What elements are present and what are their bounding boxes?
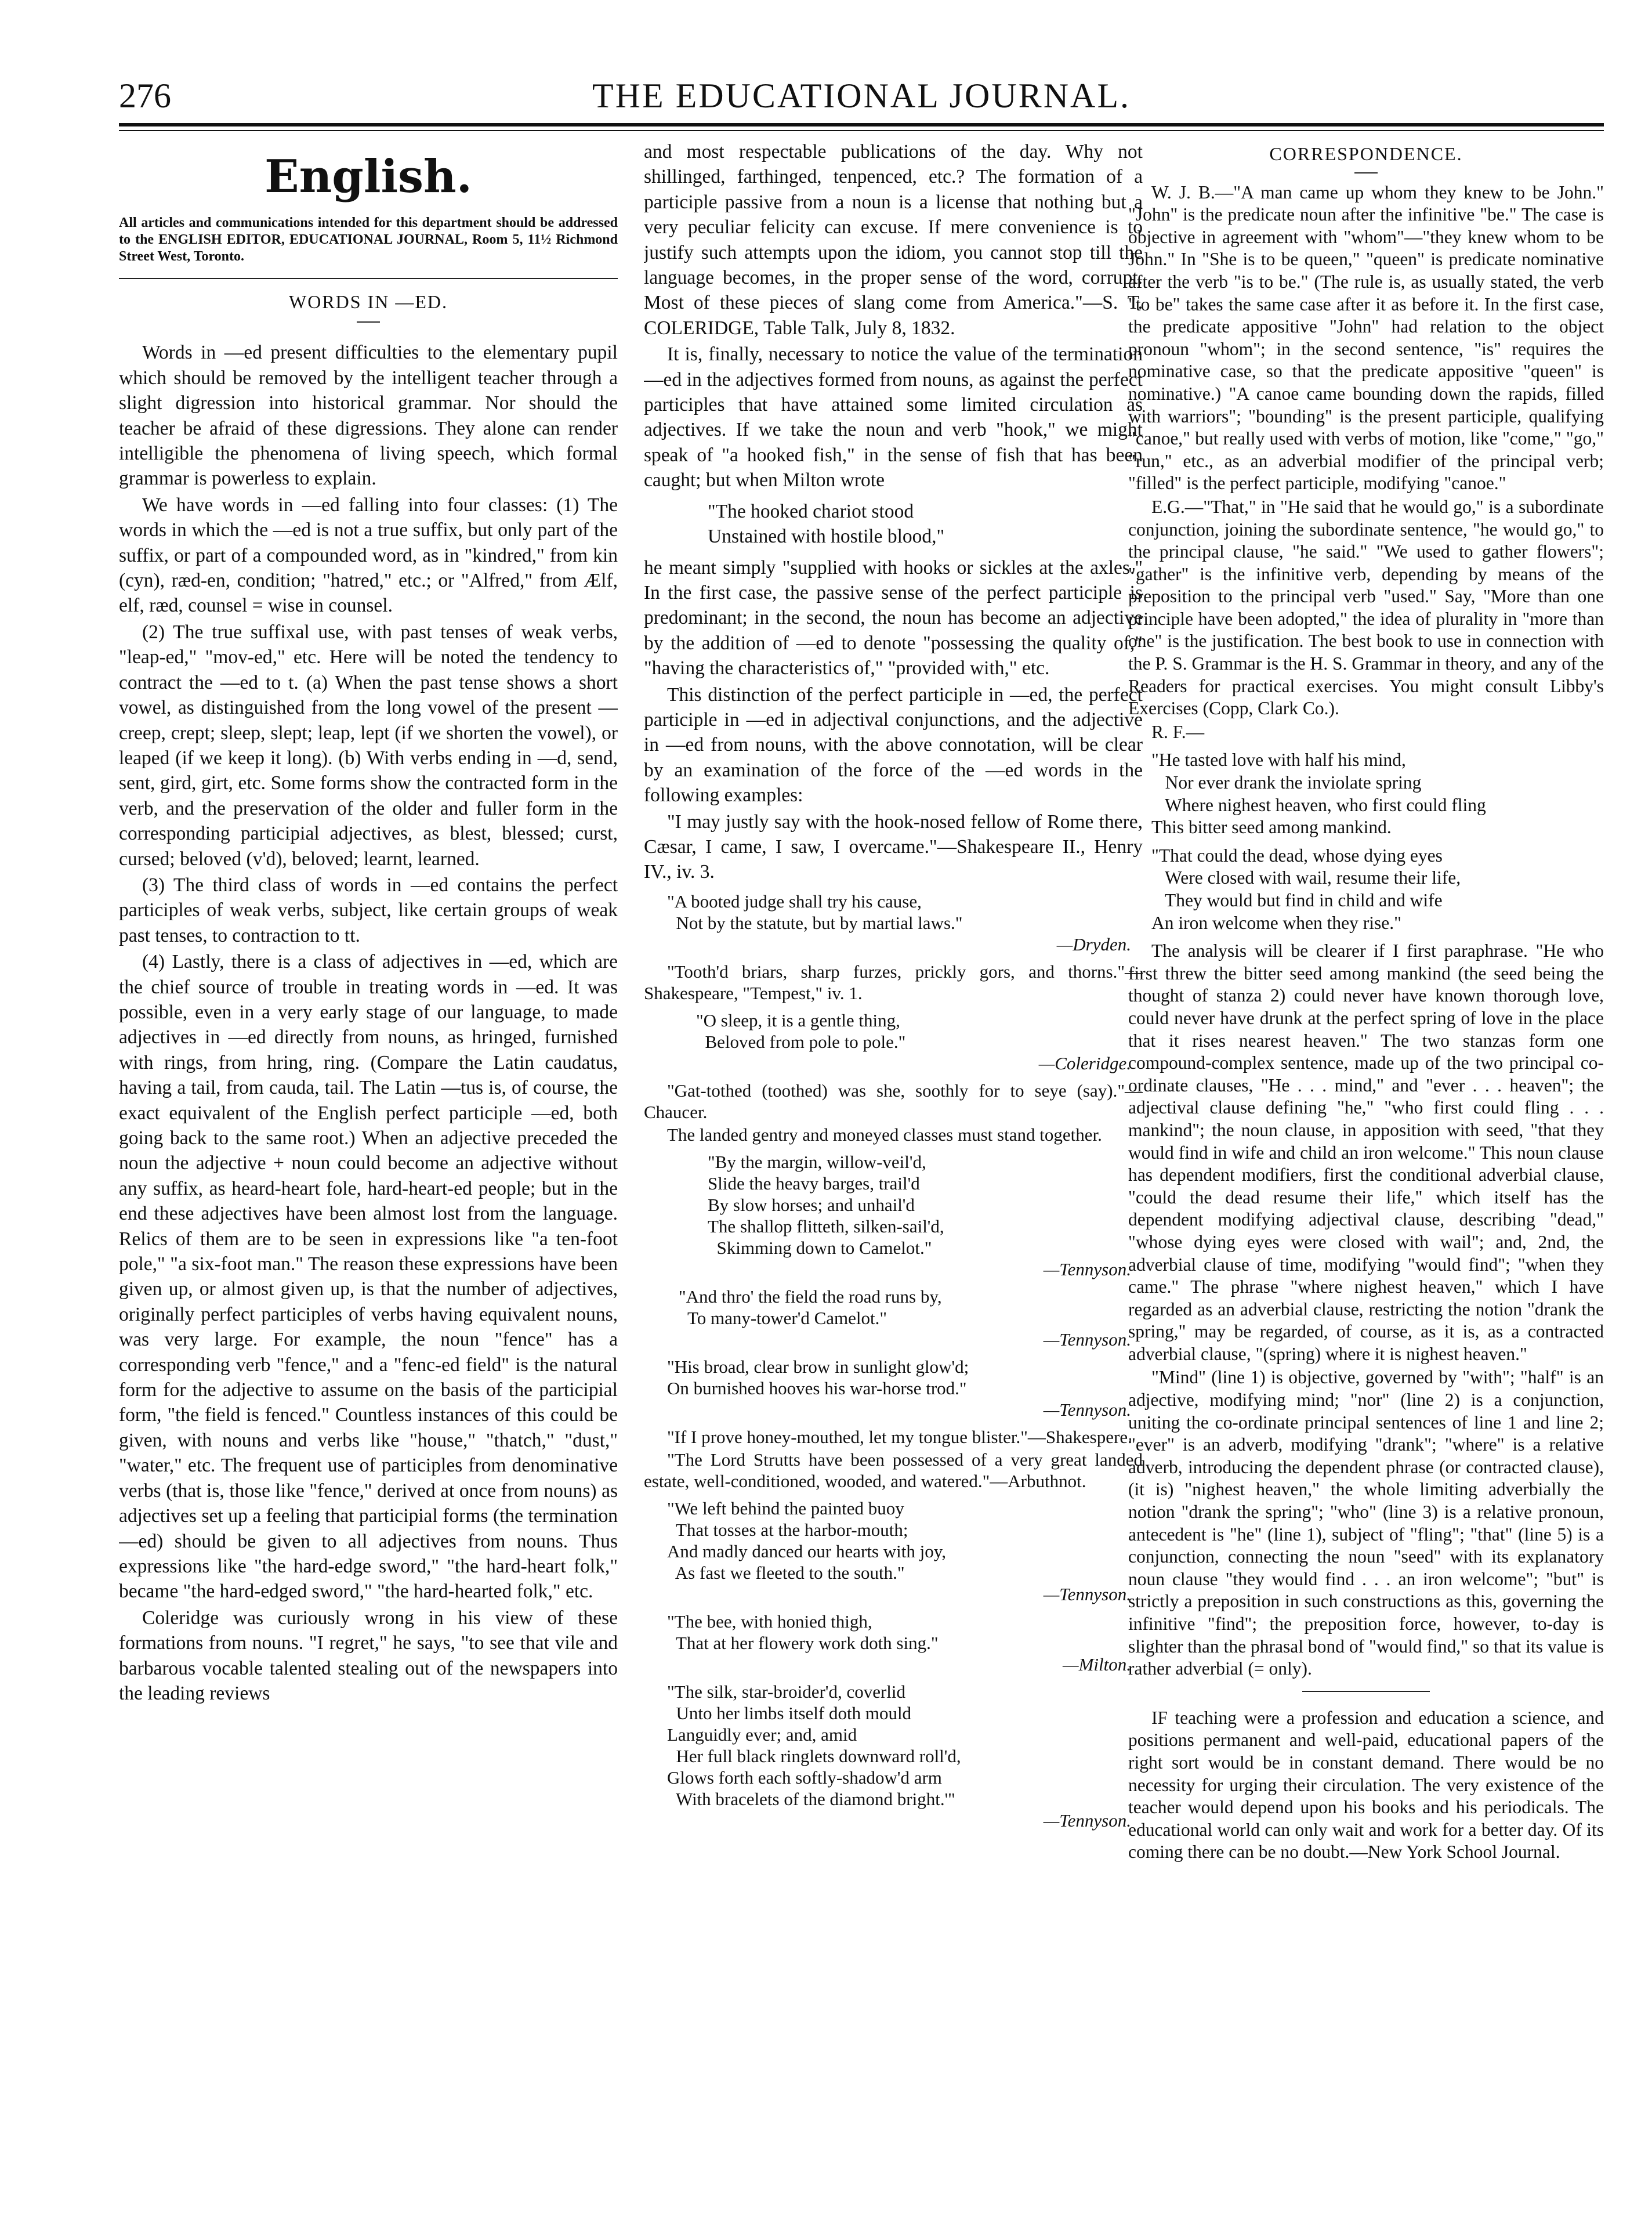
verse-line: Nor ever drank the inviolate spring [1151,772,1422,793]
paragraph: (2) The true suffixal use, with past tenses of weak verbs, "leap-ed," "mov-ed," etc. Here will be noted the tendency to contract the —ed to t. (a) When the past tense shows a short vowel, as distinguished from the long vowel of the present —creep, crept; sleep, slept; leap, lept (if we shorten the vowel), or leaped (if we keep it long). (b) With verbs ending in —d, send, sent, gird, girt, etc. Some forms show the contracted form in the verb, and the preservation of the older and fuller form in the corresponding participial adjectives, as blest, blessed; curst, cursed; beloved (v'd), beloved; learnt, learned. [119,621,618,870]
verse-line: On burnished hooves his war-horse trod." [667,1377,967,1398]
quotation: "The Lord Strutts have been possessed of a very great landed estate, well-conditioned, wooded, and watered."—Arbuthnot. [644,1449,1143,1491]
quotation: The landed gentry and moneyed classes must stand together. [667,1124,1102,1145]
header-rule-thin [119,130,1604,131]
verse-line: "By the margin, willow-veil'd, [708,1151,926,1172]
paragraph: E.G.—"That," in "He said that he would go," is a subordinate conjunction, joining the subordinate sentence, "he would go," to the principal clause, "he said." "We used to gather flowers"; "gather" is the infinitive verb, depending by means of the preposition to the principal verb "used." Say, "More than one principle have been adopted," the idea of plurality in "more than one" is the justification. The best book to use in connection with the P. S. Grammar is the H. S. Grammar in theory, and any of the Readers for practical exercises. You might consult Libby's Exercises (Copp, Clark Co.). [1128,496,1604,719]
page-header [119,70,1604,128]
verse-line: "The hooked chariot stood [708,500,914,522]
verse-line: "A booted judge shall try his cause, [667,891,922,912]
paragraph: Words in —ed present difficulties to the elementary pupil which should be removed by the intelligent teacher through a slight digression into historical grammar. Nor should the teacher be afraid of these digressions. They alone can render intelligible the phenomena of living speech, which formal grammar is powerless to explain. [119,342,618,490]
verse-quote [696,1010,1143,1074]
column-1 [119,139,618,2182]
paragraph: R. F.— [1151,721,1205,742]
paragraph: IF teaching were a profession and education a science, and positions permanent and well-paid, educational papers of the right sort would be in constant demand. There would be no necessity for urging their circulation. The very existence of the teacher would depend upon his books and his periodicals. The educational world can only wait and work for a better day. Of its coming there can be no doubt.—New York School Journal. [1128,1707,1604,1863]
paragraph: The analysis will be clearer if I first paraphrase. "He who first threw the bitter seed among mankind (the seed being the thought of stanza 2) could never have known thorough love, could never have drunk at the perfect spring of love in the place that it rises nearest heaven." The two stanzas form one compound-complex sentence, made up of the two principal co-ordinate clauses, "He . . . mind," and "ever . . . heaven"; the adjectival clause defining "he," "who first could fling . . . mankind"; the noun clause, in apposition with seed, "that they would find in wife and child an iron welcome." This noun clause has dependent modifiers, first the conditional adverbial clause, "could the dead resume their life," which itself has the dependent modifying adjectival clause, describing "dead," "whose dying eyes were closed with wail"; and, 2nd, the adverbial clause of time, modifying "would find"; "when they came." The phrase "where nighest heaven," which I have regarded as an adverbial clause, restricting the notion "drank the spring," may be regarded, of course, as it is, as a contracted adverbial clause, "(spring) where it is nighest heaven." [1128,941,1604,1364]
quotation: "I may justly say with the hook-nosed fellow of Rome there, Cæsar, I came, I saw, I overcame."—Shakespeare II., Henry IV., iv. 3. [644,811,1143,883]
verse-line: They would but find in child and wife [1151,890,1443,910]
paragraph: and most respectable publications of the day. Why not shillinged, farthinged, tenpenced, etc.? The formation of a participle passive from a noun is a license that nothing but a very peculiar felicity can excuse. If mere convenience is to justify such attempts upon the idiom, you cannot stop till the language becomes, in the proper sense of the word, corrupt. Most of these pieces of slang come from America."—S. T. COLERIDGE, Table Talk, July 8, 1832. [644,141,1143,339]
article-title: WORDS IN —ED. [289,291,448,312]
verse-line: "O sleep, it is a gentle thing, [696,1010,900,1030]
verse-line: "That could the dead, whose dying eyes [1151,845,1443,866]
header-rule-thick [119,123,1604,126]
verse-line: An iron welcome when they rise." [1151,912,1401,933]
divider [1302,1691,1430,1692]
verse-quote [667,1356,1143,1420]
column-2 [644,139,1143,2182]
verse-line: Were closed with wail, resume their life, [1151,867,1461,888]
attribution: —Tennyson. [1043,1329,1131,1350]
attribution: —Dryden. [1056,934,1131,954]
verse-line: Languidly ever; and, amid [667,1724,857,1745]
verse-line: Skimming down to Camelot." [708,1237,932,1258]
verse-line: Unto her limbs itself doth mould [667,1702,912,1723]
verse-quote [679,1286,1143,1350]
divider [357,321,380,323]
verse-line: The shallop flitteth, silken-sail'd, [708,1216,944,1236]
quotation: "Gat-tothed (toothed) was she, soothly for to seye (say)."—Chaucer. [644,1080,1143,1122]
verse-quote [1151,749,1604,838]
verse-line: Beloved from pole to pole." [696,1031,906,1052]
verse-quote [667,1498,1143,1605]
verse-line: Not by the statute, but by martial laws." [667,912,963,933]
paragraph: (3) The third class of words in —ed contains the perfect participles of weak verbs, subject, like certain groups of weak past tenses, to contraction to tt. [119,874,618,946]
verse-line: Slide the heavy barges, trail'd [708,1173,920,1194]
verse-line: Where nighest heaven, who first could fling [1151,794,1486,815]
paragraph: W. J. B.—"A man came up whom they knew to be John." "John" is the predicate noun after the infinitive "be." The case is objective in agreement with "whom"—"they knew whom to be John." In "She is to be queen," "queen" is predicate nominative after the verb "is to be." (The rule is, as usually stated, the verb "to be" takes the same case after it as before it. In the first case, the predicate appositive "John" had relation to the object pronoun "whom"; in the second sentence, "is" requires the nominative case, so that the predicate appositive "queen" is nominative.) "A canoe came bounding down the rapids, filled with warriors"; "bounding" is the present participle, qualifying "canoe," but really used with verbs of motion, like "come," "go," "run," etc., as an adverbial modifier of the principal verb; "filled" is the perfect participle, modifying "canoe." [1128,182,1604,494]
verse-quote [667,1681,1143,1831]
paragraph: We have words in —ed falling into four classes: (1) The words in which the —ed is not a true suffix, but only part of the suffix, or part of a compounded word, as in "kindred," from kin (cyn), ræd-en, condition; "hatred," etc.; or "Alfred," from Ælf, elf, ræd, counsel = wise in counsel. [119,494,618,617]
verse-line: With bracelets of the diamond bright.'" [667,1788,955,1809]
attribution: —Tennyson. [1043,1810,1131,1831]
paragraph: Coleridge was curiously wrong in his view of these formations from nouns. "I regret," he says, "to see that vile and barbarous vocable talented stealing out of the newspapers into the leading reviews [119,1607,618,1704]
verse-quote [667,891,1143,955]
attribution: —Tennyson. [1043,1399,1131,1420]
verse-line: That at her flowery work doth sing." [667,1632,939,1653]
verse-line: Glows forth each softly-shadow'd arm [667,1767,942,1788]
attribution: —Coleridge. [1038,1053,1131,1073]
verse-quote [708,1151,1143,1280]
paragraph: This distinction of the perfect participle in —ed, the perfect participle in —ed in adjectival conjunctions, and the adjective in —ed from nouns, with the above connotation, will be clear by an examination of the force of the —ed words in the following examples: [644,684,1143,807]
quotation: "Tooth'd briars, sharp furzes, prickly gors, and thorns."—Shakespeare, "Tempest," iv. 1. [644,961,1143,1003]
paragraph: (4) Lastly, there is a class of adjectives in —ed, which are the chief source of trouble in treating words in —ed. It was possible, even in a very early stage of our language, to made adjectives in —ed directly from nouns, as hringed, furnished with rings, from hring, ring. (Compare the Latin caudatus, having a tail, from cauda, tail. The Latin —tus is, of course, the exact equivalent of the English perfect participle —ed, both going back to the same root.) When an adjective preceded the noun the adjective + noun could become an adjective without any suffix, as heard-heart fole, hard-heart-ed people; but in the end these adjectives have been almost lost from the language. Relics of them are to be seen in expressions like "a ten-foot pole," "a six-foot man." The reason these expressions have been given up, or almost given up, is that the number of adjectives, originally perfect participles of verbs having equivalent nouns, was very large. For example, the noun "fence" has a corresponding verb "fence," and a "fenc-ed field" is the natural form for the adjective to assume on the basis of the participial form, "the field is fenced." Countless instances of this could be given, with nouns and verbs like "house," "thatch," "dust," "water," etc. The frequent use of participles from denominative verbs (that is, those like "fence," derived at once from nouns) as adjectives set up a feeling that participial forms (the termination —ed) should be given to all adjectives from nouns. Thus expressions like "the hard-edge sword," "the hard-heart folk," became "the hard-edged sword," "the hard-hearted folk," etc. [119,951,618,1603]
section-title: English. [265,150,472,203]
verse-line: "He tasted love with half his mind, [1151,750,1406,771]
verse-line: To many-tower'd Camelot." [679,1307,887,1328]
verse-quote [1151,845,1604,934]
verse-line: "We left behind the painted buoy [667,1498,904,1518]
verse-line: Unstained with hostile blood," [708,526,945,548]
journal-title: THE EDUCATIONAL JOURNAL. [592,77,1131,115]
verse-line: Her full black ringlets downward roll'd, [667,1745,961,1766]
verse-line: "And thro' the field the road runs by, [679,1286,942,1307]
verse-line: "The silk, star-broider'd, coverlid [667,1681,906,1702]
verse-line: And madly danced our hearts with joy, [667,1541,946,1561]
page-number: 276 [119,77,171,115]
paragraph: "Mind" (line 1) is objective, governed by "with"; "half" is an adjective, modifying mind; "nor" (line 2) is a conjunction, uniting the co-ordinate principal sentences of line 1 and line 2; "ever" is an adverb, modifying "drank"; "where" is a relative adverb, introducing the dependent phrase (or contracted clause), (it is) "nighest heaven," the whole limiting adverbially the notion "drank the spring"; "who" (line 3) is a relative pronoun, antecedent is "he" (line 1), subject of "fling"; "that" (line 5) is a conjunction, connecting the noun "seed" with its explanatory noun clause "they would find . . . an iron welcome"; "but" is strictly a preposition in such constructions as this, governing the infinitive "find"; the preposition force, however, to-day is slighter than the phrasal bond of "would find," so that its value is rather adverbial (= only). [1128,1367,1604,1679]
verse-line: By slow horses; and unhail'd [708,1194,915,1215]
verse-line: "His broad, clear brow in sunlight glow'd; [667,1356,969,1377]
verse-quote [708,499,1143,549]
verse-line: This bitter seed among mankind. [1151,817,1392,838]
paragraph: he meant simply "supplied with hooks or sickles at the axles." In the first case, the passive sense of the perfect participle is predominant; in the second, the noun has become an adjective by the addition of —ed to denote "possessing the quality of," "having the characteristics of," "provided with," etc. [644,556,1143,679]
attribution: —Tennyson. [1043,1259,1131,1279]
attribution: —Milton. [1063,1654,1131,1675]
quotation: "If I prove honey-mouthed, let my tongue blister."—Shakespere. [667,1426,1132,1447]
divider [119,278,618,279]
verse-line: That tosses at the harbor-mouth; [667,1519,908,1540]
column-3 [1128,139,1604,2182]
paragraph: It is, finally, necessary to notice the value of the termination —ed in the adjectives formed from nouns, as against the perfect participles that have attained some limited circulation as adjectives. If we take the noun and verb "hook," we might speak of "a hooked fish," in the sense of fish that has been caught; but when Milton wrote [644,343,1143,491]
attribution: —Tennyson. [1043,1583,1131,1604]
verse-line: "The bee, with honied thigh, [667,1611,872,1632]
correspondence-title: CORRESPONDENCE. [1269,143,1463,164]
editor-note: All articles and communications intended for this department should be addressed to the ENGLISH EDITOR, EDUCATIONAL JOURNAL, Room 5, 11½ Richmond Street West, Toronto. [119,215,618,264]
verse-quote [667,1611,1143,1675]
verse-line: As fast we fleeted to the south." [667,1562,905,1583]
divider [1354,172,1378,173]
